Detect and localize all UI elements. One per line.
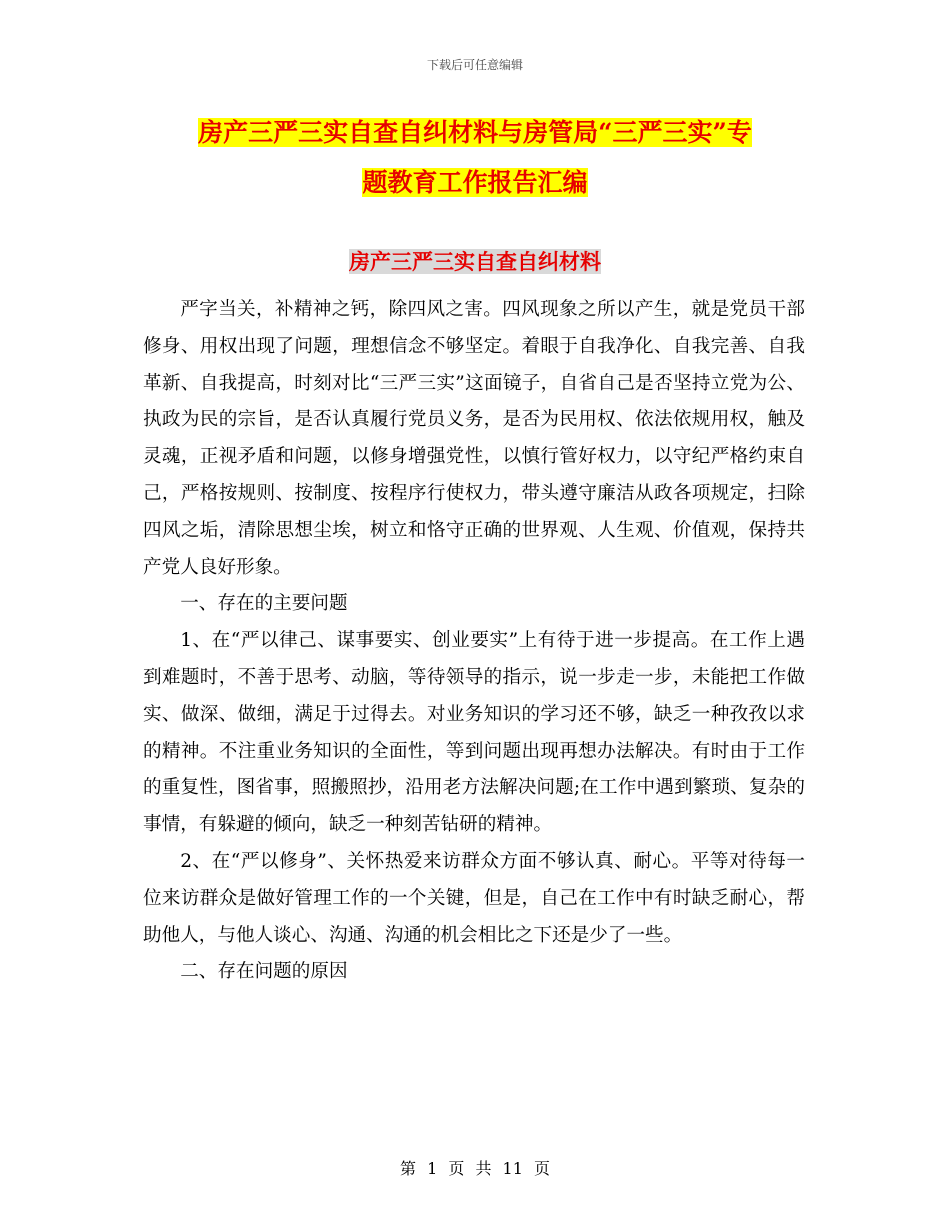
section-title — [140, 244, 810, 280]
paragraph-problem-2: 2、在“严以修身”、关怀热爱来访群众方面不够认真、耐心。平等对待每一位来访群众是做好管理工作的一个关键，但是，自己在工作中有时缺乏耐心，帮助他人，与他人谈心、沟通、沟通的机会相比之下还是少了一些。 — [143, 850, 805, 946]
page-footer: 第 1 页 共 11 页 — [400, 1159, 550, 1178]
paragraph-intro: 严字当关，补精神之钙，除四风之害。四风现象之所以产生，就是党员干部修身、用权出现了问题，理想信念不够坚定。着眼于自我净化、自我完善、自我革新、自我提高，时刻对比“三严三实”这面镜子，自省自己是否坚持立党为公、执政为民的宗旨，是否认真履行党员义务，是否为民用权、依法依规用权，触及灵魂，正视矛盾和问题，以修身增强党性，以慎行管好权力，以守纪严格约束自己，严格按规则、按制度、按程序行使权力，带头遵守廉洁从政各项规定，扫除四风之垢，清除思想尘埃，树立和恪守正确的世界观、人生观、价值观，保持共产党人良好形象。 — [143, 299, 805, 578]
document-body — [143, 292, 805, 991]
paragraph-problem-1: 1、在“严以律己、谋事要实、创业要实”上有待于进一步提高。在工作上遇到难题时，不善于思考、动脑，等待领导的指示，说一步走一步，未能把工作做实、做深、做细，满足于过得去。对业务知识的学习还不够，缺乏一种孜孜以求的精神。不注重业务知识的全面性，等到问题出现再想办法解决。有时由于工作的重复性，图省事，照搬照抄，沿用老方法解决问题;在工作中遇到繁琐、复杂的事情，有躲避的倾向，缺乏一种刻苦钻研的精神。 — [143, 630, 805, 836]
document-title — [140, 108, 810, 208]
section-title-text: 房产三严三实自查自纠材料 — [349, 249, 601, 274]
document-title-line-2: 题教育工作报告汇编 — [362, 168, 588, 197]
heading-main-problems: 一、存在的主要问题 — [180, 593, 348, 615]
page-header-note: 下载后可任意编辑 — [426, 58, 523, 72]
document-title-line-1: 房产三严三实自查自纠材料与房管局“三严三实”专 — [198, 118, 752, 147]
heading-problem-causes: 二、存在问题的原因 — [180, 961, 348, 983]
